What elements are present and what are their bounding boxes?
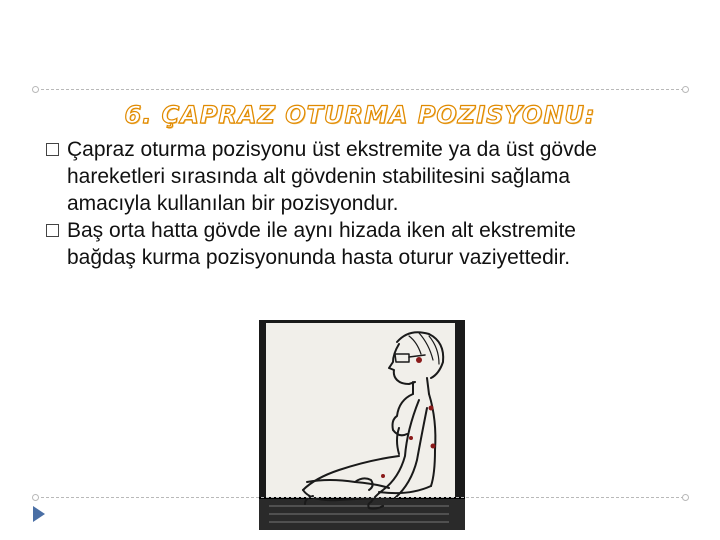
play-arrow-icon[interactable]	[32, 505, 46, 523]
bullet-text-line: Baş orta hatta gövde ile aynı hizada iken alt ekstremite	[67, 219, 576, 242]
divider-end-dot	[682, 86, 689, 93]
divider-end-dot	[32, 494, 39, 501]
bullet-item	[46, 217, 686, 271]
bullet-text-line: Çapraz oturma pozisyonu üst ekstremite ya da üst gövde	[67, 138, 597, 161]
bullet-text-line: amacıyla kullanılan bir pozisyondur.	[67, 192, 399, 215]
empty-square-icon	[46, 143, 59, 156]
bullet-text-line: hareketleri sırasında alt gövdenin stabilitesini sağlama	[67, 165, 571, 188]
bullet-text-line: bağdaş kurma pozisyonunda hasta oturur vaziyettedir.	[67, 246, 571, 269]
divider-end-dot	[32, 86, 39, 93]
top-divider	[36, 89, 684, 90]
slide-title: 6. ÇAPRAZ OTURMA POZISYONU:	[124, 101, 596, 129]
divider-end-dot	[682, 494, 689, 501]
bullet-list	[46, 136, 686, 271]
bottom-divider	[36, 497, 684, 498]
empty-square-icon	[46, 224, 59, 237]
bullet-item	[46, 136, 686, 217]
cross-legged-sitting-illustration	[259, 320, 465, 530]
